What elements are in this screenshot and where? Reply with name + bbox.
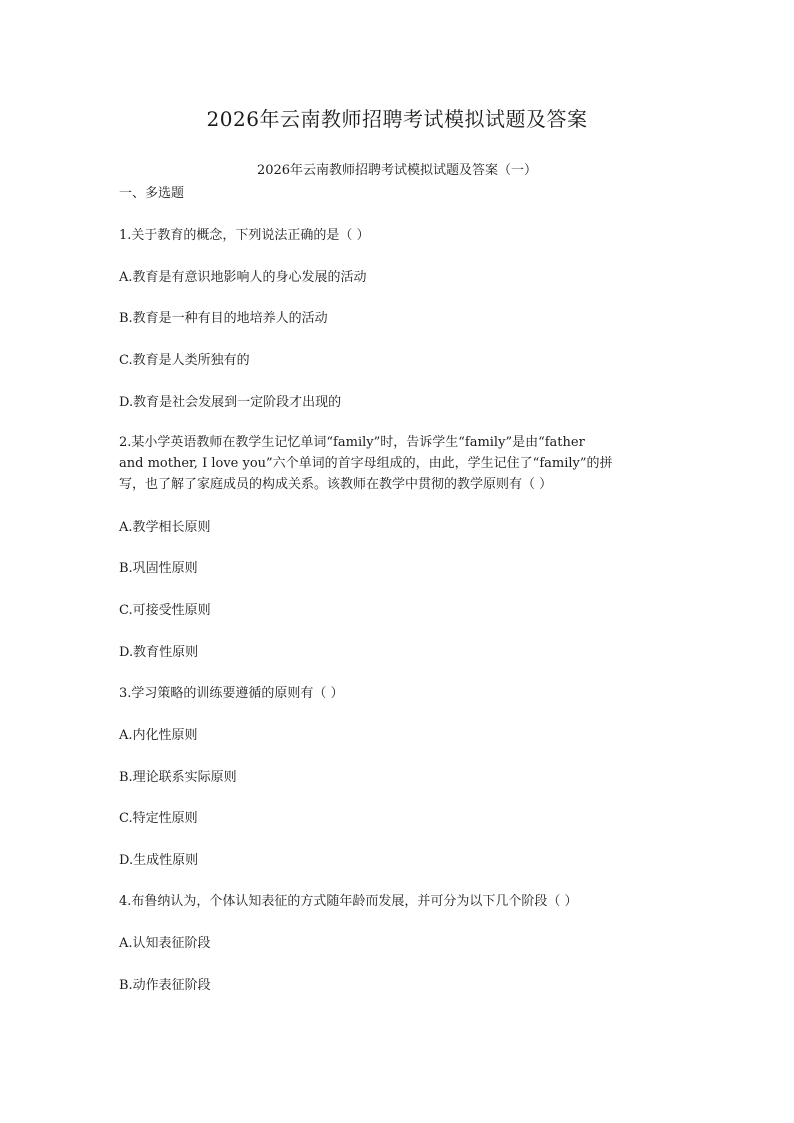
document-subtitle: 2026年云南教师招聘考试模拟试题及答案（一） <box>256 163 538 178</box>
document-title: 2026年云南教师招聘考试模拟试题及答案 <box>206 107 588 131</box>
question-3-option-b: B.理论联系实际原则 <box>119 770 237 785</box>
question-3-option-d: D.生成性原则 <box>119 853 199 868</box>
question-2-stem-line: and mother, I love you”六个单词的首字母组成的，由此，学生记住了“family”的拼 <box>119 456 613 471</box>
question-1-option-a: A.教育是有意识地影响人的身心发展的活动 <box>119 270 367 285</box>
question-4-option-a: A.认知表征阶段 <box>119 936 211 951</box>
question-1-option-b: B.教育是一种有目的地培养人的活动 <box>119 311 328 326</box>
section-heading: 一、多选题 <box>119 186 185 201</box>
question-4-stem: 4.布鲁纳认为，个体认知表征的方式随年龄而发展，并可分为以下几个阶段（ ） <box>119 894 578 909</box>
question-2-stem <box>119 432 664 495</box>
question-1-option-c: C.教育是人类所独有的 <box>119 353 250 368</box>
question-1-stem: 1.关于教育的概念，下列说法正确的是（ ） <box>119 228 370 243</box>
question-4-option-b: B.动作表征阶段 <box>119 978 211 993</box>
question-2-stem-line: 2.某小学英语教师在教学生记忆单词“family”时，告诉学生“family”是由“father <box>119 435 585 450</box>
question-2-option-a: A.教学相长原则 <box>119 520 211 535</box>
question-3-stem: 3.学习策略的训练要遵循的原则有（ ） <box>119 686 344 701</box>
question-2-option-c: C.可接受性原则 <box>119 603 211 618</box>
question-2-option-d: D.教育性原则 <box>119 645 199 660</box>
question-1-option-d: D.教育是社会发展到一定阶段才出现的 <box>119 395 342 410</box>
question-2-option-b: B.巩固性原则 <box>119 561 198 576</box>
question-2-stem-line: 写，也了解了家庭成员的构成关系。该教师在教学中贯彻的教学原则有（ ） <box>119 477 553 492</box>
question-3-option-c: C.特定性原则 <box>119 811 198 826</box>
question-3-option-a: A.内化性原则 <box>119 728 198 743</box>
